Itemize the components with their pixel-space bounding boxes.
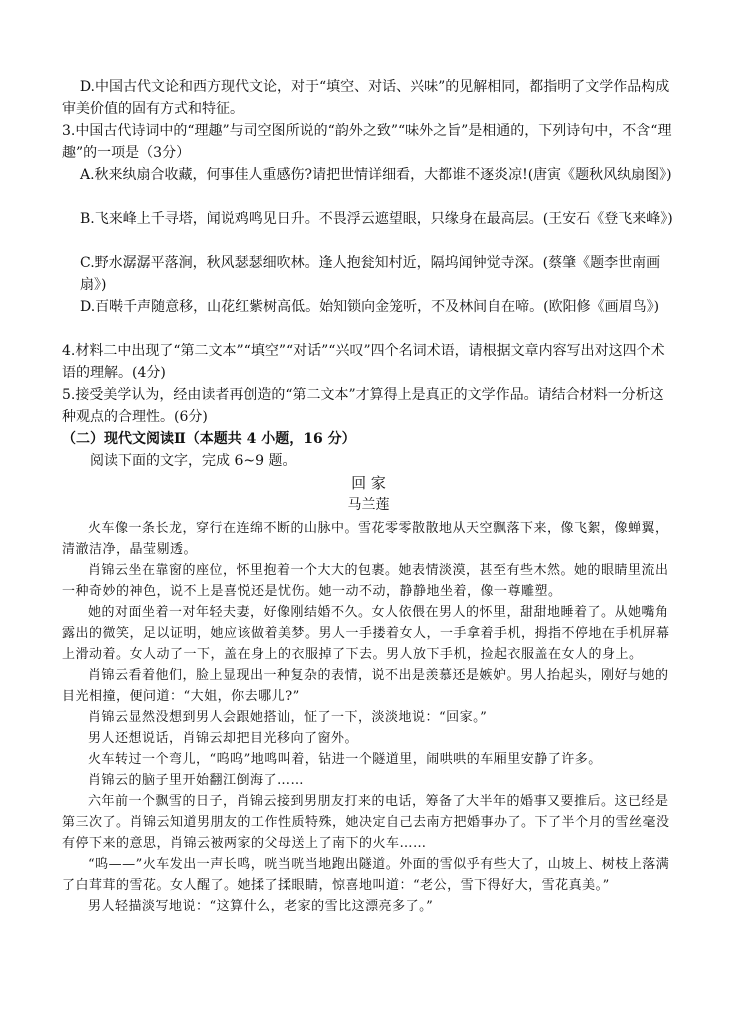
story-paragraph: 男人轻描淡写地说：“这算什么，老家的雪比这漂亮多了。” (88, 899, 434, 914)
q5-text: 5.接受美学认为，经由读者再创造的“第二文本”才算得上是真正的文学作品。请结合材料一分析这种观点的合理性。(6分) (62, 387, 664, 425)
story-author: 马兰莲 (347, 497, 390, 513)
q4-text: 4.材料二中出现了“第二文本”“填空”“对话”“兴叹”四个名词术语，请根据文章内容写出对这四个术语的理解。(4分) (62, 343, 665, 381)
story-body (62, 518, 674, 917)
q3-option-a: A.秋来纨扇合收藏，何事佳人重感伤?请把世情详细看，大都谁不逐炎凉!(唐寅《题秋风纨扇图》) (80, 167, 672, 183)
story-title: 回 家 (351, 474, 386, 492)
q2-option-d: D.中国古代文论和西方现代文论，对于“填空、对话、兴味”的见解相同，都指明了文学作品构成审美价值的固有方式和特征。 (62, 79, 670, 117)
section-heading: （二）现代文阅读Ⅱ（本题共 4 小题，16 分） (62, 431, 356, 447)
q3-stem: 3.中国古代诗词中的“理趣”与司空图所说的“韵外之致”“味外之旨”是相通的，下列诗句中，不含“理趣”的一项是（3分） (62, 123, 672, 161)
story-paragraph: 六年前一个飘雪的日子，肖锦云接到男朋友打来的电话，筹备了大半年的婚事又要推后。这已经是第三次了。肖锦云知道男朋友的工作性质特殊，她决定自己去南方把婚事办了。下了半个月的雪丝毫没有停下来的意思，肖锦云被两家的父母送上了南下的火车…… (62, 794, 670, 851)
q3-option-b: B.飞来峰上千寻塔，闻说鸡鸣见日升。不畏浮云遮望眼，只缘身在最高层。(王安石《登飞来峰》) (80, 211, 673, 227)
story-paragraph: 火车像一条长龙，穿行在连绵不断的山脉中。雪花零零散散地从天空飘落下来，像飞絮，像蝉翼，清澈洁净，晶莹剔透。 (62, 521, 669, 557)
story-paragraph: 肖锦云看着他们，脸上显现出一种复杂的表情，说不出是羡慕还是嫉妒。男人抬起头，刚好与她的目光相撞，便问道：“大姐，你去哪儿?” (62, 668, 669, 704)
reading-instruction: 阅读下面的文字，完成 6~9 题。 (90, 453, 297, 469)
story-paragraph: 肖锦云显然没想到男人会跟她搭讪，怔了一下，淡淡地说：“回家。” (88, 710, 488, 725)
q3-option-c: C.野水潺潺平落涧，秋风瑟瑟细吹林。逢人抱瓮知村近，隔坞闻钟觉寺深。(蔡肇《题李世南画扇》) (80, 255, 661, 293)
story-paragraph: “呜——”火车发出一声长鸣，咣当咣当地跑出隧道。外面的雪似乎有些大了，山坡上、树枝上落满了白茸茸的雪花。女人醒了。她揉了揉眼睛，惊喜地叫道：“老公，雪下得好大，雪花真美。” (62, 857, 670, 893)
q3-option-d: D.百啭千声随意移，山花红紫树高低。始知锁向金笼听，不及林间自在啼。(欧阳修《画眉鸟》) (80, 299, 660, 315)
story-paragraph: 她的对面坐着一对年轻夫妻，好像刚结婚不久。女人依偎在男人的怀里，甜甜地睡着了。从她嘴角露出的微笑，足以证明，她应该做着美梦。男人一手搂着女人，一手拿着手机，拇指不停地在手机屏幕上滑动着。女人动了一下，盖在身上的衣服掉了下去。男人放下手机，捡起衣服盖在女人的身上。 (62, 605, 670, 662)
story-paragraph: 火车转过一个弯儿，“呜呜”地鸣叫着，钻进一个隧道里，闹哄哄的车厢里安静了许多。 (88, 752, 602, 767)
story-paragraph: 肖锦云的脑子里开始翻江倒海了…… (88, 773, 305, 788)
story-paragraph: 肖锦云坐在靠窗的座位，怀里抱着一个大大的包裹。她表情淡漠，甚至有些木然。她的眼睛里流出一种奇妙的神色，说不上是喜悦还是忧伤。她一动不动，静静地坐着，像一尊雕塑。 (62, 563, 669, 599)
story-paragraph: 男人还想说话，肖锦云却把目光移向了窗外。 (88, 731, 359, 746)
